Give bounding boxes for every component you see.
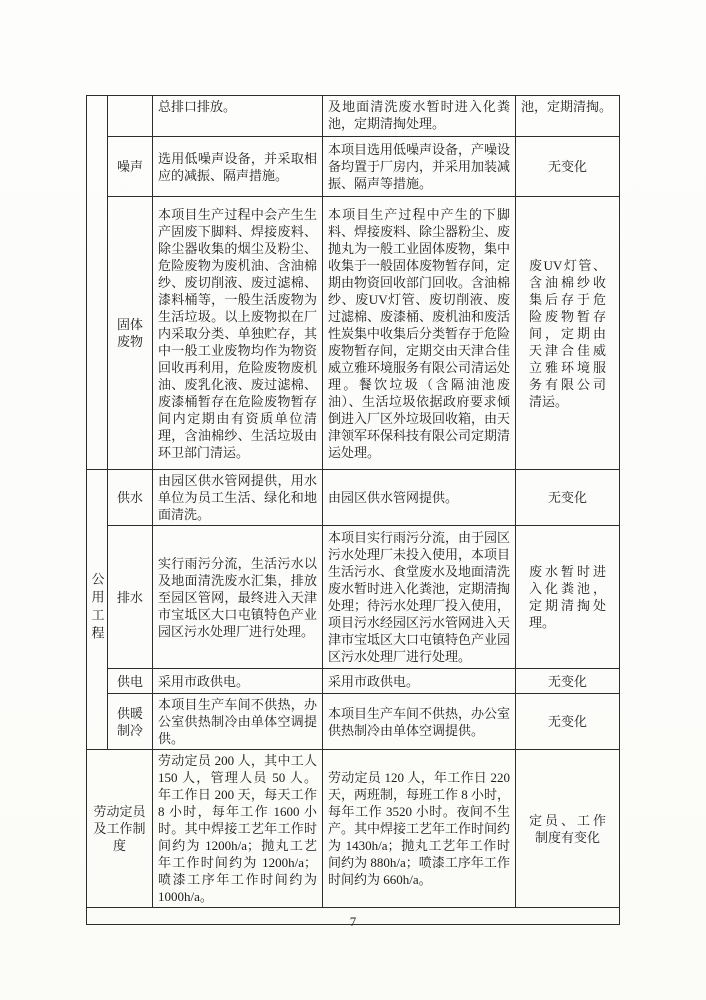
cell-drainage-original: 实行雨污分流，生活污水以及地面清洗废水汇集，排放至园区管网，最终进入天津市宝坻区大口屯镇特色产业园区污水处理厂进行处理。 xyxy=(153,526,323,669)
table-row-hvac xyxy=(87,694,620,750)
cell-power-original: 采用市政供电。 xyxy=(153,669,323,694)
cell-power-label: 供电 xyxy=(108,669,153,694)
cell-noise-current: 本项目选用低噪声设备，产噪设备均置于厂房内，并采用加装减振、隔声等措施。 xyxy=(323,137,516,197)
cell-noise-change: 无变化 xyxy=(516,137,620,197)
cell-solid-waste-original: 本项目生产过程中会产生生产固废下脚料、焊接废料、除尘器收集的烟尘及粉尘、危险废物为废机油、含油棉纱、废切削液、废过滤棉、漆料桶等，一般生活废物为生活垃圾。以上废物拟在厂内采取分类、单独贮存，其中一般工业废物均作为物资回收再利用，危险废物废机油、废乳化液、废过滤棉、废漆桶暂存在危险废物暂存间内定期由有资质单位清理，含油棉纱、生活垃圾由环卫部门清运。 xyxy=(153,197,323,470)
cell-section-blank xyxy=(87,96,108,470)
cell-continued-change: 池，定期清掏。 xyxy=(516,96,620,137)
table-row-power xyxy=(87,669,620,694)
cell-labor-current: 劳动定员 120 人，年工作日 220 天，两班制，每班工作 8 小时，每年工作 3520 小时。夜间不生产。其中焊接工艺年工作时间约为 1430h/a；抛丸工艺年工作时间约为 880h/a；喷漆工序年工作时间约为 660h/a。 xyxy=(323,750,516,908)
hvac-label-text: 供暖制冷 xyxy=(116,705,143,738)
table-row-water-supply xyxy=(87,470,620,526)
cell-continued-current: 及地面清洗废水暂时进入化粪池，定期清掏处理。 xyxy=(323,96,516,137)
table-row-noise xyxy=(87,137,620,197)
cell-hvac-original: 本项目生产车间不供热，办公室供热制冷由单体空调提供。 xyxy=(153,694,323,750)
cell-drainage-change: 废水暂时进入化粪池，定期清掏处理。 xyxy=(516,526,620,669)
cell-noise-original: 选用低噪声设备，并采取相应的减振、隔声措施。 xyxy=(153,137,323,197)
cell-labor-change: 定员、工作制度有变化 xyxy=(516,750,620,908)
cell-utilities-section xyxy=(87,470,108,750)
cell-continued-original: 总排口排放。 xyxy=(153,96,323,137)
table-row-labor xyxy=(87,750,620,908)
cell-drainage-current: 本项目实行雨污分流，由于园区污水处理厂未投入使用，本项目生活污水、食堂废水及地面清洗废水暂时进入化粪池，定期清掏处理；待污水处理厂投入使用，项目污水经园区污水管网进入天津市宝坻区大口屯镇特色产业园区污水处理厂进行处理。 xyxy=(323,526,516,669)
cell-labor-label: 劳动定员及工作制度 xyxy=(87,750,153,908)
table-row-solid-waste xyxy=(87,197,620,470)
cell-power-change: 无变化 xyxy=(516,669,620,694)
cell-drainage-label: 排水 xyxy=(108,526,153,669)
table-row-drainage xyxy=(87,526,620,669)
cell-solid-waste-label xyxy=(108,197,153,470)
utilities-section-label: 公用工程 xyxy=(89,571,105,644)
cell-solid-waste-current: 本项目生产过程中产生的下脚料、焊接废料、除尘器粉尘、废抛丸为一般工业固体废物，集中收集于一般固体废物暂存间，定期由物资回收部门回收。含油棉纱、废UV灯管、废切削液、废过滤棉、废漆桶、废机油和废活性炭集中收集后分类暂存于危险废物暂存间，定期交由天津合佳威立雅环境服务有限公司清运处理。餐饮垃圾（含隔油池废油）、生活垃圾依据政府要求倾倒进入厂区外垃圾回收箱，由天津领军环保科技有限公司定期清运处理。 xyxy=(323,197,516,470)
table-row-continued xyxy=(87,96,620,137)
page-number: 7 xyxy=(349,914,357,929)
cell-hvac-current: 本项目生产车间不供热，办公室供热制冷由单体空调提供。 xyxy=(323,694,516,750)
cell-labor-original: 劳动定员 200 人，其中工人 150 人，管理人员 50 人。年工作日 200 天，每天工作 8 小时，每年工作 1600 小时。其中焊接工艺年工作时间约为 1200h/a；抛丸工艺年工作时间约为 1200h/a；喷漆工序年工作时间约为 1000h/a。 xyxy=(153,750,323,908)
cell-hvac-label xyxy=(108,694,153,750)
cell-power-current: 采用市政供电。 xyxy=(323,669,516,694)
cell-water-supply-label: 供水 xyxy=(108,470,153,526)
cell-water-supply-current: 由园区供水管网提供。 xyxy=(323,470,516,526)
eia-comparison-table xyxy=(86,95,620,925)
cell-water-supply-original: 由园区供水管网提供，用水单位为员工生活、绿化和地面清洗。 xyxy=(153,470,323,526)
solid-waste-label-text: 固体废物 xyxy=(116,317,143,349)
cell-noise-label xyxy=(108,137,153,197)
noise-label-text: 噪声 xyxy=(116,159,143,174)
cell-hvac-change: 无变化 xyxy=(516,694,620,750)
cell-solid-waste-change: 废UV灯管、含油棉纱收集后存于危险废物暂存间，定期由天津合佳威立雅环境服务有限公司清运。 xyxy=(516,197,620,470)
cell-label-blank xyxy=(108,96,153,137)
cell-water-supply-change: 无变化 xyxy=(516,470,620,526)
